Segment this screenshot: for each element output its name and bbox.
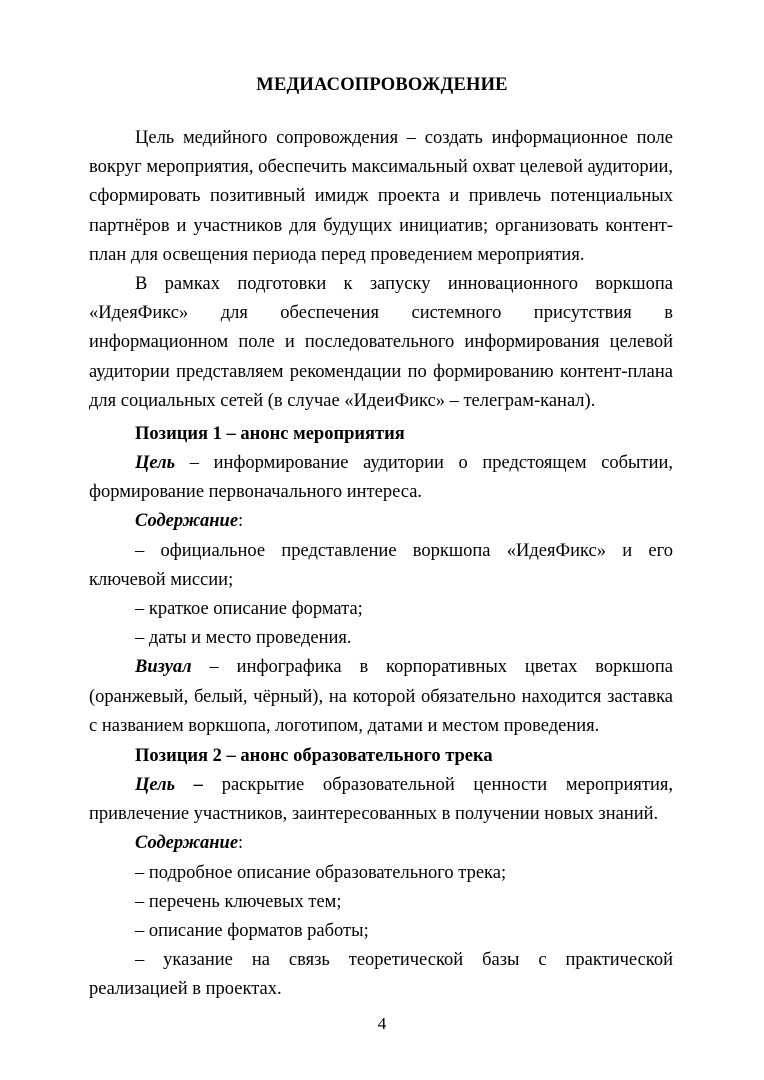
- position-1-item: – краткое описание формата;: [135, 599, 363, 620]
- position-2-content-colon: :: [238, 833, 244, 854]
- position-1-goal: [89, 449, 673, 507]
- position-1-content-label: Содержание: [135, 511, 239, 532]
- position-2-section: [89, 742, 673, 1005]
- intro-paragraph-1: Цель медийного сопровождения – создать информационное поле вокруг мероприятия, обеспечить максимальный охват целевой аудитории, сформировать позитивный имидж проекта и привлечь потенциальных партнёров и участников для будущих инициатив; организовать контент-план для освещения периода перед проведением мероприятия.: [89, 128, 673, 265]
- position-1-heading: Позиция 1 – анонс мероприятия: [135, 424, 405, 444]
- position-2-goal: [89, 771, 673, 829]
- position-1-visual-label: Визуал: [135, 657, 192, 678]
- position-2-item: – подробное описание образовательного трека;: [135, 862, 507, 883]
- position-1-section: [89, 420, 673, 741]
- position-2-content: [89, 829, 673, 858]
- position-1-item: – официальное представление воркшопа «ИдеяФикс» и его ключевой миссии;: [89, 540, 673, 590]
- intro-section: [89, 124, 673, 416]
- page-number: 4: [377, 1014, 387, 1033]
- position-2-goal-text: раскрытие образовательной ценности мероприятия, привлечение участников, заинтересованных в получении новых знаний.: [89, 775, 673, 825]
- position-1-item: – даты и место проведения.: [135, 628, 352, 649]
- position-2-item: – указание на связь теоретической базы с практической реализацией в проектах.: [89, 950, 673, 1000]
- position-2-item: – описание форматов работы;: [135, 921, 369, 942]
- position-2-item: – перечень ключевых тем;: [135, 891, 342, 912]
- page-title: МЕДИАСОПРОВОЖДЕНИЕ: [256, 75, 508, 95]
- intro-paragraph-2: В рамках подготовки к запуску инновационного воркшопа «ИдеяФикс» для обеспечения системного присутствия в информационном поле и последовательного информирования целевой аудитории представляем рекомендации по формированию контент-плана для социальных сетей (в случае «ИдеиФикс» – телеграм-канал).: [89, 274, 673, 411]
- position-1-visual: [89, 653, 673, 741]
- position-2-content-label: Содержание: [135, 833, 239, 854]
- position-1-content: [89, 507, 673, 536]
- position-2-heading: Позиция 2 – анонс образовательного трека: [135, 746, 493, 766]
- position-1-content-colon: :: [238, 511, 244, 532]
- position-2-goal-label: Цель –: [135, 775, 204, 795]
- position-1-goal-label: Цель: [135, 453, 176, 473]
- position-1-goal-text: – информирование аудитории о предстоящем событии, формирование первоначального интереса.: [89, 453, 673, 503]
- position-1-visual-text: – инфографика в корпоративных цветах воркшопа (оранжевый, белый, чёрный), на которой обязательно находится заставка с названием воркшопа, логотипом, датами и местом проведения.: [89, 657, 673, 736]
